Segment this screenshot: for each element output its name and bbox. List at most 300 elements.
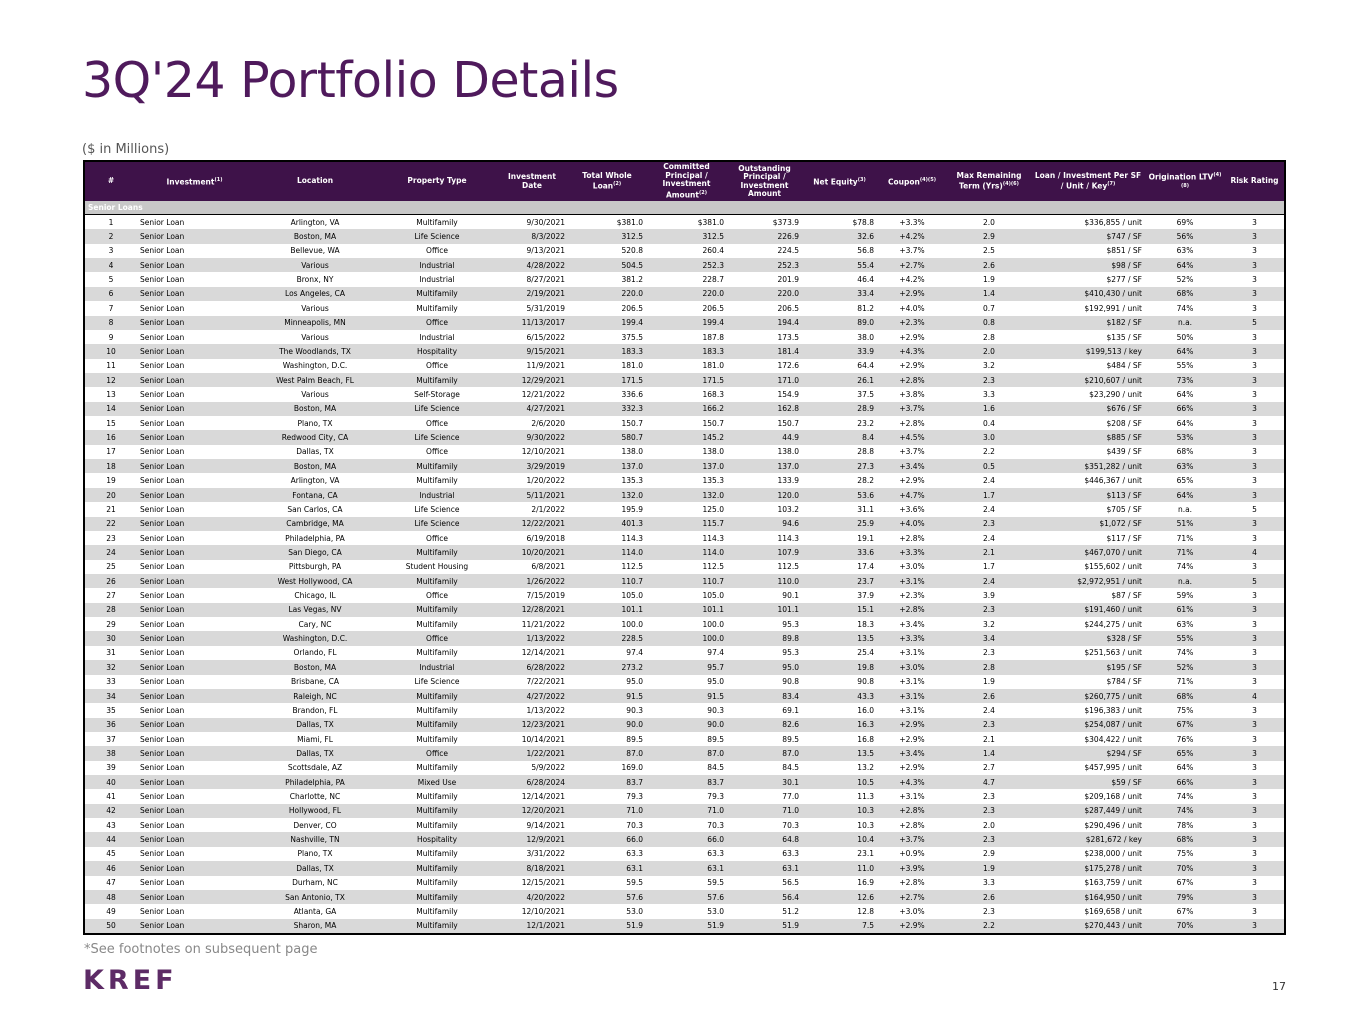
col-net-equity-cell: 37.9	[857, 591, 874, 601]
col-origination-ltv-cell: 75%	[1176, 705, 1194, 715]
col-max-remaining-term-cell: 2.1	[983, 734, 995, 744]
col-max-remaining-term-cell: 0.4	[983, 418, 995, 428]
col-outstanding-principal-cell: 114.3	[777, 533, 799, 543]
col-property-type-cell: Multifamily	[416, 648, 458, 658]
col-total-whole-loan-cell: 91.5	[568, 689, 646, 703]
col-risk-rating-cell: 3	[1252, 820, 1257, 830]
col-risk-rating-cell: 5	[1225, 316, 1284, 330]
table-row	[85, 617, 1284, 631]
col-property-type-cell: Industrial	[419, 332, 455, 342]
col-total-whole-loan-cell: $381.0	[616, 217, 643, 227]
col-max-remaining-term-cell: 2.6	[947, 258, 1031, 272]
col-total-whole-loan-cell: 83.7	[568, 775, 646, 789]
col-loan-per-unit-cell: $336,855 / unit	[1084, 217, 1142, 227]
col-property-type-cell: Hospitality	[378, 344, 496, 358]
col-total-whole-loan-cell: 110.7	[568, 574, 646, 588]
col-location-cell: West Hollywood, CA	[252, 574, 378, 588]
table-row	[85, 229, 1284, 243]
table-row	[85, 832, 1284, 846]
col-committed-principal-cell: 183.3	[646, 344, 727, 358]
col-property-type-cell: Multifamily	[378, 804, 496, 818]
col-origination-ltv-cell: 65%	[1145, 746, 1225, 760]
col-investment-cell: Senior Loan	[140, 332, 185, 342]
col-investment-cell: Senior Loan	[137, 229, 252, 243]
col-max-remaining-term-cell: 3.2	[983, 361, 995, 371]
table-row	[85, 660, 1284, 674]
col-net-equity-cell: 64.4	[857, 361, 874, 371]
col-committed-principal-cell: 187.8	[702, 332, 724, 342]
col-loan-per-unit-cell: $117 / SF	[1106, 533, 1142, 543]
col-risk-rating-cell: 3	[1225, 517, 1284, 531]
col-outstanding-principal-cell: $373.9	[772, 217, 799, 227]
col-risk-rating-cell: 3	[1225, 488, 1284, 502]
col-coupon-cell: +2.3%	[877, 316, 947, 330]
col-committed-principal-cell: 89.5	[707, 734, 724, 744]
col-investment-cell: Senior Loan	[140, 763, 185, 773]
col-max-remaining-term-header	[947, 162, 1031, 201]
col-location-cell: Various	[301, 303, 329, 313]
col-number-cell: 47	[106, 878, 116, 888]
table-row	[85, 402, 1284, 416]
col-total-whole-loan-cell: 273.2	[568, 660, 646, 674]
col-location-cell: Boston, MA	[252, 459, 378, 473]
page-number: 17	[1272, 980, 1286, 993]
col-committed-principal-cell: 138.0	[702, 447, 724, 457]
col-loan-per-unit-cell: $59 / SF	[1031, 775, 1145, 789]
col-max-remaining-term-cell: 3.3	[983, 389, 995, 399]
col-max-remaining-term-cell: 2.3	[947, 832, 1031, 846]
col-net-equity-cell: 16.3	[802, 718, 877, 732]
col-total-whole-loan-cell: 132.0	[568, 488, 646, 502]
col-outstanding-principal-cell: 69.1	[782, 705, 799, 715]
col-location-cell: Charlotte, NC	[289, 792, 341, 802]
col-net-equity-cell: 18.3	[857, 619, 874, 629]
col-property-type-cell: Multifamily	[378, 545, 496, 559]
col-outstanding-principal-cell: 56.5	[782, 878, 799, 888]
col-investment-cell: Senior Loan	[140, 361, 185, 371]
col-net-equity-cell: 12.6	[802, 890, 877, 904]
col-origination-ltv-cell: 64%	[1145, 344, 1225, 358]
col-investment-date-cell: 4/27/2021	[496, 402, 568, 416]
col-investment-date-header	[496, 162, 568, 201]
col-investment-cell: Senior Loan	[137, 316, 252, 330]
col-investment-cell: Senior Loan	[140, 418, 185, 428]
col-location-cell: Pittsburgh, PA	[288, 562, 342, 572]
col-investment-date-cell: 5/11/2021	[496, 488, 568, 502]
col-outstanding-principal-cell: 90.1	[782, 591, 799, 601]
col-number-cell: 22	[85, 517, 137, 531]
col-total-whole-loan-cell: 114.0	[568, 545, 646, 559]
col-investment-cell: Senior Loan	[137, 890, 252, 904]
col-origination-ltv-cell: 78%	[1176, 820, 1194, 830]
col-origination-ltv-cell: 64%	[1145, 258, 1225, 272]
col-origination-ltv-cell: 74%	[1176, 792, 1194, 802]
col-number-cell: 31	[106, 648, 116, 658]
col-loan-per-unit-cell: $23,290 / unit	[1089, 389, 1142, 399]
col-outstanding-principal-cell: 71.0	[727, 804, 802, 818]
col-investment-cell: Senior Loan	[137, 603, 252, 617]
col-coupon-cell: +4.5%	[877, 430, 947, 444]
col-investment-cell: Senior Loan	[140, 246, 185, 256]
col-origination-ltv-cell: 68%	[1145, 832, 1225, 846]
col-origination-ltv-cell: 64%	[1176, 418, 1194, 428]
header-text: Committed Principal / Investment Amount	[662, 162, 711, 200]
table-row	[85, 244, 1284, 258]
col-outstanding-principal-cell: 101.1	[727, 603, 802, 617]
header-text: Loan / Investment Per SF / Unit / Key	[1034, 170, 1142, 191]
col-max-remaining-term-cell: 2.7	[983, 763, 995, 773]
col-location-cell: Chicago, IL	[294, 591, 336, 601]
table-body	[85, 201, 1284, 933]
table-row	[85, 359, 1284, 373]
col-net-equity-cell: 25.9	[802, 517, 877, 531]
col-max-remaining-term-cell: 2.4	[983, 504, 995, 514]
col-investment-date-cell: 4/27/2022	[496, 689, 568, 703]
col-investment-date-cell: 4/28/2022	[496, 258, 568, 272]
col-net-equity-cell: 16.9	[857, 878, 874, 888]
section-label: Senior Loans	[85, 201, 1284, 215]
col-net-equity-cell: 28.2	[857, 476, 874, 486]
col-number-cell: 27	[106, 591, 116, 601]
table-row	[85, 703, 1284, 717]
col-number-cell: 16	[85, 430, 137, 444]
col-origination-ltv-cell: 74%	[1145, 804, 1225, 818]
col-location-cell: San Carlos, CA	[287, 504, 343, 514]
col-committed-principal-cell: 135.3	[702, 476, 724, 486]
col-committed-principal-cell: $381.0	[697, 217, 724, 227]
header-text: Property Type	[407, 176, 467, 186]
col-risk-rating-cell: 3	[1225, 631, 1284, 645]
col-investment-date-cell: 8/18/2021	[496, 861, 568, 875]
col-loan-per-unit-cell: $169,658 / unit	[1084, 906, 1142, 916]
col-committed-principal-cell: 51.9	[646, 919, 727, 933]
table-row	[85, 560, 1284, 574]
col-loan-per-unit-cell: $113 / SF	[1031, 488, 1145, 502]
col-investment-date-cell: 5/9/2022	[531, 763, 565, 773]
col-coupon-cell: +3.7%	[877, 402, 947, 416]
col-investment-date-cell: 4/20/2022	[496, 890, 568, 904]
col-investment-date-cell: 11/9/2021	[526, 361, 565, 371]
col-investment-cell: Senior Loan	[137, 861, 252, 875]
col-investment-date-cell: 12/23/2021	[496, 718, 568, 732]
col-committed-principal-cell: 83.7	[646, 775, 727, 789]
col-origination-ltv-cell: 71%	[1176, 677, 1194, 687]
col-investment-date-cell: 10/14/2021	[521, 734, 565, 744]
col-total-whole-loan-cell: 89.5	[626, 734, 643, 744]
col-investment-cell: Senior Loan	[137, 488, 252, 502]
col-investment-date-cell: 11/21/2022	[521, 619, 565, 629]
col-number-cell: 21	[106, 504, 116, 514]
col-coupon-cell: +3.3%	[899, 217, 925, 227]
col-max-remaining-term-cell: 2.3	[947, 603, 1031, 617]
col-investment-date-cell: 7/22/2021	[526, 677, 565, 687]
col-property-type-cell: Multifamily	[416, 820, 458, 830]
col-total-whole-loan-cell: 95.0	[626, 677, 643, 687]
col-number-cell: 46	[85, 861, 137, 875]
col-investment-cell: Senior Loan	[140, 792, 185, 802]
col-location-cell: Plano, TX	[297, 418, 333, 428]
col-coupon-cell: +3.7%	[899, 246, 925, 256]
col-max-remaining-term-cell: 2.8	[947, 660, 1031, 674]
col-outstanding-principal-cell: 84.5	[782, 763, 799, 773]
col-net-equity-cell: 90.8	[857, 677, 874, 687]
col-number-cell: 41	[106, 792, 116, 802]
col-risk-rating-cell: 3	[1252, 734, 1257, 744]
col-coupon-header	[877, 162, 947, 201]
col-risk-rating-cell: 3	[1252, 246, 1257, 256]
col-committed-principal-cell: 132.0	[646, 488, 727, 502]
col-investment-cell: Senior Loan	[137, 832, 252, 846]
col-max-remaining-term-cell: 2.4	[947, 574, 1031, 588]
col-number-cell: 7	[108, 303, 114, 313]
col-total-whole-loan-cell: 504.5	[568, 258, 646, 272]
col-location-cell: Arlington, VA	[290, 217, 340, 227]
col-outstanding-principal-cell: 44.9	[727, 430, 802, 444]
col-outstanding-principal-cell: 171.0	[727, 373, 802, 387]
col-risk-rating-cell: 3	[1225, 402, 1284, 416]
col-investment-date-cell: 10/20/2021	[496, 545, 568, 559]
col-number-cell: 24	[85, 545, 137, 559]
col-location-cell: Boston, MA	[252, 660, 378, 674]
col-max-remaining-term-cell: 2.4	[983, 476, 995, 486]
col-number-cell: 26	[85, 574, 137, 588]
col-risk-rating-cell: 3	[1252, 332, 1257, 342]
col-investment-cell: Senior Loan	[137, 517, 252, 531]
col-coupon-cell: +2.9%	[877, 718, 947, 732]
col-investment-cell: Senior Loan	[137, 430, 252, 444]
portfolio-table	[85, 162, 1284, 933]
col-risk-rating-cell: 3	[1225, 660, 1284, 674]
col-outstanding-principal-cell: 63.3	[782, 849, 799, 859]
table-row	[85, 861, 1284, 875]
col-number-cell: 34	[85, 689, 137, 703]
col-total-whole-loan-cell: 401.3	[568, 517, 646, 531]
col-number-cell: 19	[106, 476, 116, 486]
col-loan-per-unit-cell: $254,087 / unit	[1031, 718, 1145, 732]
col-origination-ltv-cell: 70%	[1145, 919, 1225, 933]
col-net-equity-cell: 26.1	[802, 373, 877, 387]
col-risk-rating-cell: 3	[1225, 459, 1284, 473]
col-investment-date-cell: 6/15/2022	[526, 332, 565, 342]
col-net-equity-cell: 19.1	[857, 533, 874, 543]
col-loan-per-unit-cell: $191,460 / unit	[1031, 603, 1145, 617]
col-outstanding-principal-cell: 94.6	[727, 517, 802, 531]
col-investment-cell: Senior Loan	[137, 718, 252, 732]
col-property-type-cell: Multifamily	[378, 459, 496, 473]
header-text: Origination LTV	[1148, 172, 1214, 182]
col-location-cell: Orlando, FL	[293, 648, 337, 658]
col-origination-ltv-cell: 65%	[1176, 476, 1194, 486]
col-number-cell: 6	[85, 287, 137, 301]
col-net-equity-cell: 13.5	[802, 746, 877, 760]
col-number-cell: 49	[106, 906, 116, 916]
col-coupon-cell: +3.1%	[877, 574, 947, 588]
col-origination-ltv-cell: 76%	[1176, 734, 1194, 744]
col-property-type-cell: Life Science	[378, 402, 496, 416]
col-location-cell: Nashville, TN	[252, 832, 378, 846]
col-committed-principal-cell: 125.0	[702, 504, 724, 514]
col-committed-principal-header	[646, 162, 727, 201]
col-net-equity-cell: 46.4	[857, 275, 874, 285]
table-row	[85, 430, 1284, 444]
col-outstanding-principal-cell: 110.0	[727, 574, 802, 588]
col-loan-per-unit-cell: $784 / SF	[1106, 677, 1142, 687]
kref-logo: KREF	[83, 965, 178, 996]
col-property-type-cell: Office	[378, 631, 496, 645]
col-origination-ltv-cell: 71%	[1176, 533, 1194, 543]
col-number-cell: 14	[85, 402, 137, 416]
col-net-equity-cell: 55.4	[802, 258, 877, 272]
col-number-cell: 36	[85, 718, 137, 732]
col-max-remaining-term-cell: 1.4	[947, 287, 1031, 301]
col-loan-per-unit-cell: $87 / SF	[1111, 591, 1142, 601]
col-outstanding-principal-cell: 201.9	[777, 275, 799, 285]
table-row	[85, 330, 1284, 344]
col-max-remaining-term-cell: 2.4	[983, 533, 995, 543]
col-location-cell: Boston, MA	[252, 402, 378, 416]
col-risk-rating-cell: 3	[1252, 906, 1257, 916]
col-committed-principal-cell: 66.0	[646, 832, 727, 846]
col-coupon-cell: +2.7%	[877, 258, 947, 272]
col-coupon-cell: +3.1%	[899, 677, 925, 687]
col-net-equity-cell: 11.3	[857, 792, 874, 802]
col-loan-per-unit-cell: $182 / SF	[1031, 316, 1145, 330]
col-coupon-cell: +3.3%	[877, 631, 947, 645]
col-coupon-cell: +3.7%	[877, 832, 947, 846]
col-net-equity-cell: 19.8	[802, 660, 877, 674]
col-risk-rating-cell: 3	[1252, 619, 1257, 629]
col-risk-rating-cell: 3	[1225, 258, 1284, 272]
col-investment-header	[137, 162, 252, 201]
col-investment-date-cell: 1/13/2022	[496, 631, 568, 645]
col-number-cell: 50	[85, 919, 137, 933]
col-location-cell: Denver, CO	[293, 820, 337, 830]
col-risk-rating-cell: 3	[1225, 861, 1284, 875]
col-investment-cell: Senior Loan	[137, 919, 252, 933]
col-max-remaining-term-cell: 2.5	[983, 246, 995, 256]
col-investment-date-cell: 12/1/2021	[496, 919, 568, 933]
table-row	[85, 847, 1284, 861]
col-max-remaining-term-cell: 3.9	[983, 591, 995, 601]
col-investment-date-cell: 9/13/2021	[526, 246, 565, 256]
col-net-equity-cell: 13.5	[802, 631, 877, 645]
col-risk-rating-cell: 3	[1252, 878, 1257, 888]
header-text: Total Whole Loan	[582, 170, 632, 191]
col-risk-rating-cell: 3	[1252, 418, 1257, 428]
col-risk-rating-cell: 3	[1225, 919, 1284, 933]
col-risk-rating-cell: 3	[1252, 533, 1257, 543]
col-investment-cell: Senior Loan	[137, 545, 252, 559]
col-coupon-cell: +3.3%	[877, 545, 947, 559]
col-origination-ltv-cell: 74%	[1176, 648, 1194, 658]
table-row	[85, 588, 1284, 602]
col-loan-per-unit-cell: $885 / SF	[1031, 430, 1145, 444]
col-max-remaining-term-cell: 2.3	[983, 792, 995, 802]
col-risk-rating-cell: 3	[1252, 591, 1257, 601]
col-investment-cell: Senior Loan	[137, 574, 252, 588]
col-committed-principal-cell: 84.5	[707, 763, 724, 773]
col-coupon-cell: +3.1%	[899, 705, 925, 715]
col-coupon-cell: +3.0%	[899, 562, 925, 572]
col-max-remaining-term-cell: 1.9	[983, 677, 995, 687]
table-row	[85, 804, 1284, 818]
col-net-equity-cell: 15.1	[802, 603, 877, 617]
col-investment-date-cell: 1/22/2021	[496, 746, 568, 760]
col-location-cell: Brandon, FL	[292, 705, 338, 715]
table-row	[85, 689, 1284, 703]
col-investment-date-cell: 9/15/2021	[496, 344, 568, 358]
table-row	[85, 445, 1284, 459]
col-location-cell: Dallas, TX	[296, 447, 334, 457]
col-number-cell: 48	[85, 890, 137, 904]
col-location-cell: Sharon, MA	[252, 919, 378, 933]
col-coupon-cell: +4.0%	[877, 517, 947, 531]
col-total-whole-loan-cell: 169.0	[621, 763, 643, 773]
col-investment-date-cell: 2/1/2022	[531, 504, 565, 514]
col-total-whole-loan-cell: 70.3	[626, 820, 643, 830]
col-committed-principal-cell: 260.4	[702, 246, 724, 256]
col-committed-principal-cell: 166.2	[646, 402, 727, 416]
col-committed-principal-cell: 63.3	[707, 849, 724, 859]
table-row	[85, 416, 1284, 430]
col-outstanding-principal-cell: 51.9	[727, 919, 802, 933]
col-net-equity-cell: 13.2	[857, 763, 874, 773]
col-loan-per-unit-cell: $484 / SF	[1106, 361, 1142, 371]
col-investment-cell: Senior Loan	[137, 459, 252, 473]
table-row	[85, 818, 1284, 832]
col-loan-per-unit-header	[1031, 162, 1145, 201]
col-outstanding-principal-cell: 133.9	[777, 476, 799, 486]
table-row	[85, 287, 1284, 301]
col-location-cell: The Woodlands, TX	[252, 344, 378, 358]
col-outstanding-principal-cell: 87.0	[727, 746, 802, 760]
col-total-whole-loan-cell: 375.5	[621, 332, 643, 342]
col-investment-cell: Senior Loan	[140, 389, 185, 399]
col-total-whole-loan-cell: 53.0	[626, 906, 643, 916]
col-risk-rating-cell: 3	[1252, 562, 1257, 572]
col-origination-ltv-header	[1145, 162, 1225, 201]
col-outstanding-principal-cell: 77.0	[782, 792, 799, 802]
table-row	[85, 459, 1284, 473]
col-investment-date-cell: 9/30/2022	[496, 430, 568, 444]
col-net-equity-cell: 38.0	[857, 332, 874, 342]
col-outstanding-principal-cell: 154.9	[777, 389, 799, 399]
col-origination-ltv-cell: 67%	[1176, 878, 1194, 888]
col-total-whole-loan-header	[568, 162, 646, 201]
col-number-cell: 39	[106, 763, 116, 773]
col-property-type-header	[378, 162, 496, 201]
col-total-whole-loan-cell: 101.1	[568, 603, 646, 617]
col-max-remaining-term-cell: 2.6	[947, 689, 1031, 703]
col-investment-cell: Senior Loan	[140, 820, 185, 830]
col-loan-per-unit-cell: $287,449 / unit	[1031, 804, 1145, 818]
col-location-cell: Arlington, VA	[290, 476, 340, 486]
col-committed-principal-cell: 95.7	[646, 660, 727, 674]
col-property-type-cell: Life Science	[378, 517, 496, 531]
col-location-cell: Hollywood, FL	[252, 804, 378, 818]
col-total-whole-loan-cell: 87.0	[568, 746, 646, 760]
col-origination-ltv-cell: 67%	[1145, 718, 1225, 732]
col-property-type-cell: Office	[378, 746, 496, 760]
col-committed-principal-cell: 100.0	[702, 619, 724, 629]
col-origination-ltv-cell: n.a.	[1177, 504, 1193, 514]
col-location-cell: Philadelphia, PA	[252, 775, 378, 789]
col-coupon-cell: +3.9%	[877, 861, 947, 875]
col-property-type-cell: Life Science	[414, 677, 460, 687]
col-investment-date-cell: 5/31/2019	[526, 303, 565, 313]
page-title: 3Q'24 Portfolio Details	[82, 52, 619, 109]
col-risk-rating-cell: 3	[1225, 775, 1284, 789]
